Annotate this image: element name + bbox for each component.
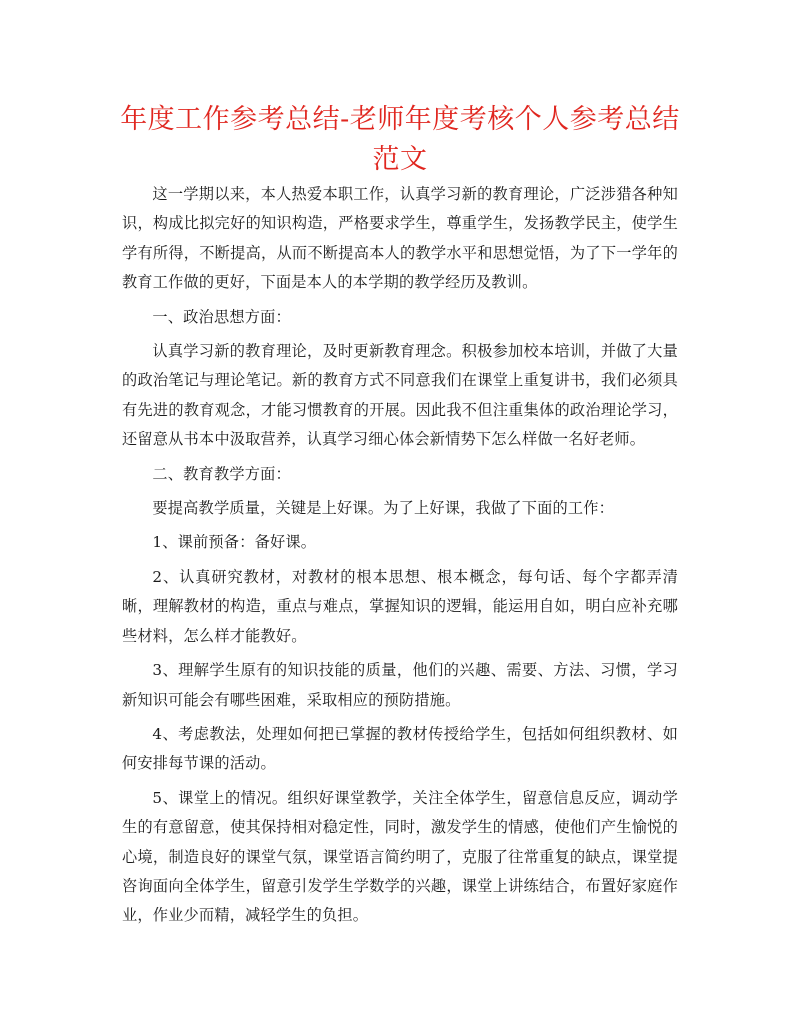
list-item-5: 5、课堂上的情况。组织好课堂教学，关注全体学生，留意信息反应，调动学生的有意留意，使其保持相对稳定性，同时，激发学生的情感，使他们产生愉悦的心境，制造良好的课堂气氛，课堂语言简约明了，克服了往常重复的缺点，课堂提咨询面向全体学生，留意引发学生学数学的兴趣，课堂上讲练结合，布置好家庭作业，作业少而精，减轻学生的负担。: [122, 788, 678, 925]
list-item-2: 2、认真研究教材，对教材的根本思想、根本概念，每句话、每个字都弄清晰，理解教材的构造，重点与难点，掌握知识的逻辑，能运用自如，明白应补充哪些材料，怎么样才能教好。: [122, 567, 678, 645]
document-title: 年度工作参考总结-老师年度考核个人参考总结范文: [120, 104, 680, 175]
politics-paragraph: 认真学习新的教育理论，及时更新教育理念。积极参加校本培训，并做了大量的政治笔记与理论笔记。新的教育方式不同意我们在课堂上重复讲书，我们必须具有先进的教育观念，才能习惯教育的开展。因此我不但注重集体的政治理论学习，还留意从书本中汲取营养，认真学习细心体会新情势下怎么样做一名好老师。: [122, 342, 678, 449]
list-item-4: 4、考虑教法，处理如何把已掌握的教材传授给学生，包括如何组织教材、如何安排每节课的活动。: [122, 724, 678, 773]
list-item-3: 3、理解学生原有的知识技能的质量，他们的兴趣、需要、方法、习惯，学习新知识可能会有哪些困难，采取相应的预防措施。: [122, 661, 678, 709]
list-item-1: 1、课前预备：备好课。: [152, 533, 317, 552]
teaching-intro-paragraph: 要提高教学质量，关键是上好课。为了上好课，我做了下面的工作：: [152, 499, 615, 518]
section-heading-politics: 一、政治思想方面：: [152, 307, 291, 326]
section-heading-teaching: 二、教育教学方面：: [152, 464, 291, 483]
document-body: [122, 180, 678, 936]
intro-paragraph: 这一学期以来，本人热爱本职工作，认真学习新的教育理论，广泛涉猎各种知识，构成比拟完好的知识构造，严格要求学生，尊重学生，发扬教学民主，使学生学有所得，不断提高，从而不断提高本人的教学水平和思想觉悟，为了下一学年的教育工作做的更好，下面是本人的本学期的教学经历及教训。: [122, 185, 678, 292]
